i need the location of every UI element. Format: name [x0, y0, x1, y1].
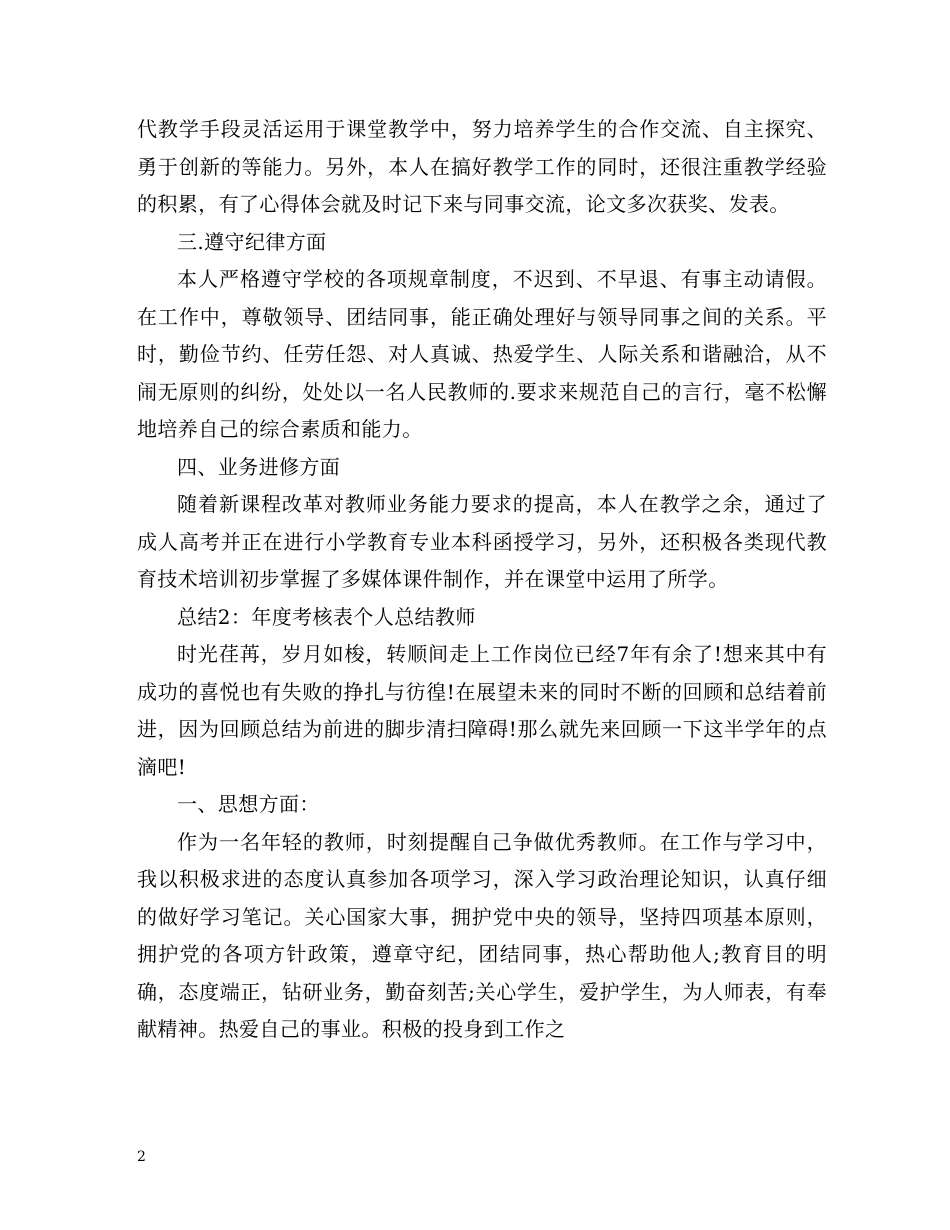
paragraph-reflection: 时光荏苒，岁月如梭，转顺间走上工作岗位已经7年有余了!想来其中有成功的喜悦也有失败的挣扎与彷徨!在展望未来的同时不断的回顾和总结着前进，因为回顾总结为前进的脚步清扫障碍!那么就先来回顾一下这半学年的点滴吧!: [137, 642, 827, 779]
paragraph-professional-development: 随着新课程改革对教师业务能力要求的提高，本人在教学之余，通过了成人高考并正在进行小学教育专业本科函授学习，另外，还积极各类现代教育技术培训初步掌握了多媒体课件制作，并在课堂中运用了所学。: [137, 492, 827, 591]
paragraph-discipline: 本人严格遵守学校的各项规章制度，不迟到、不早退、有事主动请假。在工作中，尊敬领导、团结同事，能正确处理好与领导同事之间的关系。平时，勤俭节约、任劳任怨、对人真诚、热爱学生、人际关系和谐融洽，从不闹无原则的纠纷，处处以一名人民教师的.要求来规范自己的言行，毫不松懈地培养自己的综合素质和能力。: [137, 267, 827, 441]
paragraph-ideology: 作为一名年轻的教师，时刻提醒自己争做优秀教师。在工作与学习中，我以积极求进的态度认真参加各项学习，深入学习政治理论知识，认真仔细的做好学习笔记。关心国家大事，拥护党中央的领导，坚持四项基本原则，拥护党的各项方针政策，遵章守纪，团结同事，热心帮助他人;教育目的明确，态度端正，钻研业务，勤奋刻苦;关心学生，爱护学生，为人师表，有奉献精神。热爱自己的事业。积极的投身到工作之: [137, 829, 827, 1041]
page-number: 2: [137, 1149, 146, 1165]
section-heading-professional-development: 四、业务进修方面: [177, 454, 341, 479]
section-heading-discipline: 三.遵守纪律方面: [177, 229, 327, 254]
summary-heading: 总结2：年度考核表个人总结教师: [177, 604, 476, 629]
body-text: [137, 111, 827, 1049]
section-heading-ideology: 一、思想方面：: [177, 792, 320, 816]
paragraph-continued: 代教学手段灵活运用于课堂教学中，努力培养学生的合作交流、自主探究、勇于创新的等能力。另外，本人在搞好教学工作的同时，还很注重教学经验的积累，有了心得体会就及时记下来与同事交流，论文多次获奖、发表。: [137, 117, 827, 216]
